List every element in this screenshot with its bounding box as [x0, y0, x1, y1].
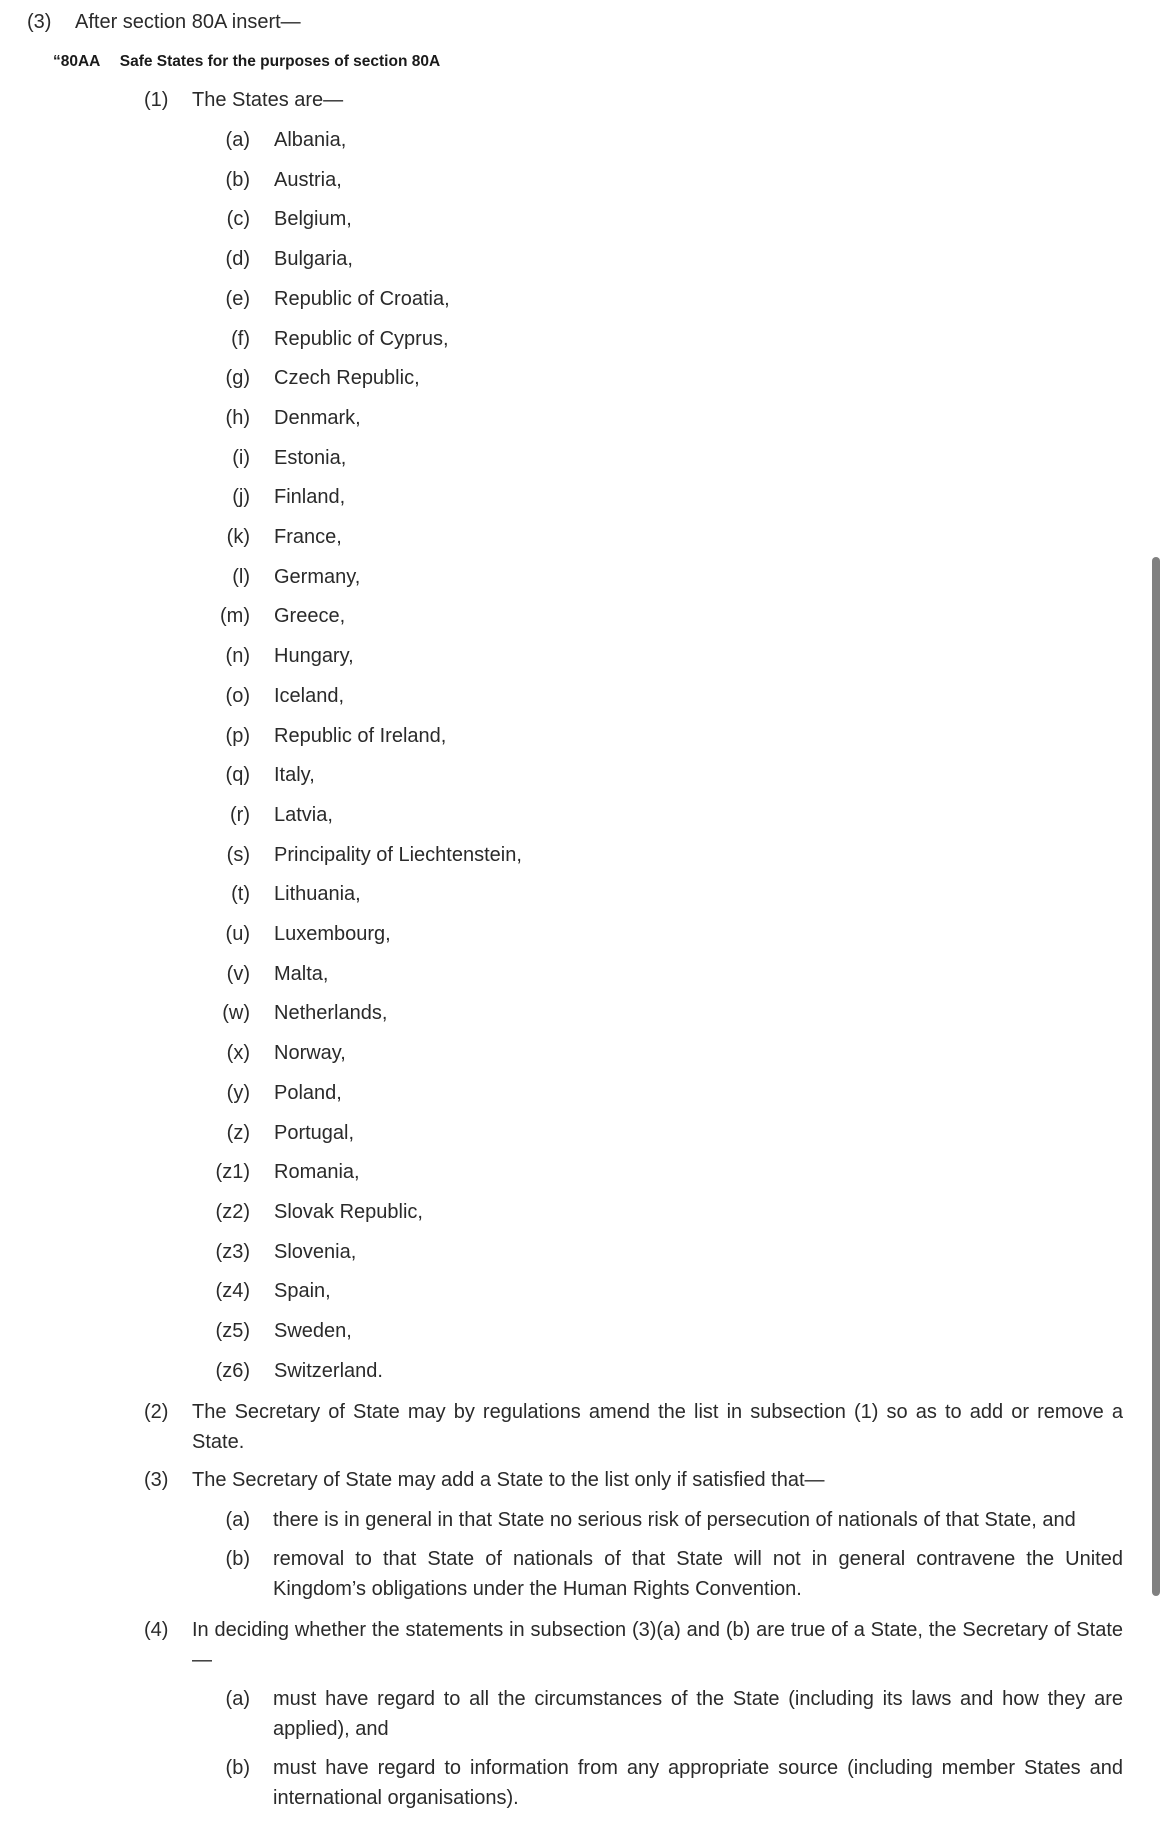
state-name: Czech Republic,: [274, 367, 420, 389]
state-list-item: [190, 403, 690, 433]
subsection-3-item-a: [190, 1505, 1123, 1535]
subsection-4: [144, 1615, 1123, 1675]
subsection-1-number: (1): [144, 89, 169, 111]
state-name: Poland,: [274, 1082, 342, 1104]
state-list-item: [190, 840, 690, 870]
subsection-4-item-b-text: must have regard to information from any appropriate source (including member States and international organisations).: [273, 1757, 1123, 1809]
state-list-item-label: (m): [220, 605, 250, 627]
subsection-1-text: The States are—: [192, 89, 344, 111]
state-name: Albania,: [274, 129, 347, 151]
state-name: Slovenia,: [274, 1241, 357, 1263]
subsection-3-text: The Secretary of State may add a State to the list only if satisfied that—: [192, 1469, 825, 1491]
state-list-item: [190, 1038, 690, 1068]
state-name: Republic of Ireland,: [274, 725, 447, 747]
state-name: Malta,: [274, 963, 329, 985]
section-title: Safe States for the purposes of section 80A: [119, 53, 441, 70]
state-list-item: [190, 284, 690, 314]
state-name: Republic of Croatia,: [274, 288, 450, 310]
vertical-scrollbar-thumb[interactable]: [1152, 557, 1160, 1596]
state-name: Austria,: [274, 169, 342, 191]
state-list-item: [190, 760, 690, 790]
state-name: Luxembourg,: [274, 923, 391, 945]
state-list-item: [190, 562, 690, 592]
subsection-2-text: The Secretary of State may by regulations amend the list in subsection (1) so as to add or remove a State.: [192, 1401, 1123, 1453]
state-name: Romania,: [274, 1161, 360, 1183]
subsection-3-number: (3): [144, 1469, 169, 1491]
state-name: Denmark,: [274, 407, 361, 429]
state-name: Finland,: [274, 486, 346, 508]
state-list-item-label: (z): [226, 1122, 250, 1144]
state-list-item-label: (z3): [215, 1241, 250, 1263]
state-list-item: [190, 324, 690, 354]
state-list-item-label: (d): [225, 248, 250, 270]
state-list-item: [190, 721, 690, 751]
state-list-item: [190, 244, 690, 274]
state-name: Greece,: [274, 605, 346, 627]
state-list-item-label: (b): [225, 169, 250, 191]
state-list-item-label: (g): [225, 367, 250, 389]
state-list-item: [190, 1237, 690, 1267]
state-list-item-label: (z2): [215, 1201, 250, 1223]
state-name: Portugal,: [274, 1122, 355, 1144]
state-name: Latvia,: [274, 804, 333, 826]
state-list-item: [190, 998, 690, 1028]
state-name: Norway,: [274, 1042, 346, 1064]
state-list-item: [190, 1316, 690, 1346]
state-name: Iceland,: [274, 685, 345, 707]
subsection-3-item-a-text: there is in general in that State no serious risk of persecution of nationals of that State, and: [273, 1509, 1076, 1531]
state-list-item: [190, 204, 690, 234]
state-name: Republic of Cyprus,: [274, 328, 449, 350]
state-list-item-label: (k): [226, 526, 250, 548]
state-list-item-label: (n): [225, 645, 250, 667]
state-name: Belgium,: [274, 208, 352, 230]
subsection-3-item-b-label: (b): [225, 1548, 250, 1570]
subsection-2-number: (2): [144, 1401, 169, 1423]
state-list-item-label: (u): [225, 923, 250, 945]
subsection-4-dash: —: [192, 1649, 212, 1671]
state-list-item: [190, 1276, 690, 1306]
state-list-item: [190, 1157, 690, 1187]
state-name: Germany,: [274, 566, 361, 588]
state-list-item-label: (j): [232, 486, 250, 508]
state-list-item-label: (l): [232, 566, 250, 588]
state-list-item-label: (z1): [215, 1161, 250, 1183]
state-list-item: [190, 1197, 690, 1227]
state-list-item: [190, 879, 690, 909]
state-list-item-label: (p): [225, 725, 250, 747]
subsection-4-item-b-label: (b): [225, 1757, 250, 1779]
subsection-2: [144, 1397, 1123, 1457]
state-name: Bulgaria,: [274, 248, 353, 270]
state-list-item: [190, 1078, 690, 1108]
state-list-item-label: (w): [222, 1002, 250, 1024]
state-name: Principality of Liechtenstein,: [274, 844, 522, 866]
section-number: 80AA: [60, 53, 101, 70]
state-list-item-label: (f): [231, 328, 250, 350]
subsection-3-item-b: [190, 1544, 1123, 1604]
subsection-4-item-a-label: (a): [225, 1688, 250, 1710]
state-list-item: [190, 919, 690, 949]
subsection-3-item-a-label: (a): [225, 1509, 250, 1531]
section-heading: [53, 51, 440, 73]
state-name: Estonia,: [274, 447, 347, 469]
state-list-item-label: (h): [225, 407, 250, 429]
amendment-number: (3): [27, 11, 52, 33]
state-list-item-label: (y): [226, 1082, 250, 1104]
state-name: Slovak Republic,: [274, 1201, 423, 1223]
state-list-item: [190, 1356, 690, 1386]
state-list-item: [190, 443, 690, 473]
state-list-item: [190, 959, 690, 989]
state-name: Italy,: [274, 764, 315, 786]
state-name: France,: [274, 526, 342, 548]
subsection-4-item-a-text: must have regard to all the circumstances of the State (including its laws and how they are applied), and: [273, 1688, 1123, 1740]
subsection-4-item-a: [190, 1684, 1123, 1744]
subsection-4-item-b: [190, 1753, 1123, 1813]
subsection-4-text: In deciding whether the statements in subsection (3)(a) and (b) are true of a State, the Secretary of State: [192, 1619, 1123, 1641]
state-list-item-label: (e): [225, 288, 250, 310]
state-list-item: [190, 601, 690, 631]
state-list-item: [190, 681, 690, 711]
state-list-item: [190, 482, 690, 512]
state-list-item: [190, 800, 690, 830]
state-list-item-label: (x): [226, 1042, 250, 1064]
state-list-item-label: (z6): [215, 1360, 250, 1382]
state-name: Spain,: [274, 1280, 331, 1302]
opening-quote: “: [53, 53, 61, 70]
state-list-item-label: (z5): [215, 1320, 250, 1342]
state-list-item: [190, 641, 690, 671]
state-list-item: [190, 363, 690, 393]
state-list-item-label: (a): [225, 129, 250, 151]
state-list-item-label: (s): [226, 844, 250, 866]
state-name: Netherlands,: [274, 1002, 388, 1024]
state-list-item-label: (t): [231, 883, 250, 905]
amendment-text: After section 80A insert—: [75, 11, 301, 33]
state-list-item: [190, 165, 690, 195]
state-list-item: [190, 125, 690, 155]
state-list-item-label: (r): [230, 804, 250, 826]
state-list-item: [190, 1118, 690, 1148]
state-list-item-label: (v): [226, 963, 250, 985]
state-name: Sweden,: [274, 1320, 352, 1342]
state-list-item-label: (q): [225, 764, 250, 786]
state-list-item-label: (z4): [215, 1280, 250, 1302]
state-name: Hungary,: [274, 645, 354, 667]
subsection-4-number: (4): [144, 1619, 169, 1641]
subsection-3-item-b-text: removal to that State of nationals of that State will not in general contravene the United Kingdom’s obligations under the Human Rights Convention.: [273, 1548, 1123, 1600]
state-list-item-label: (i): [232, 447, 250, 469]
state-list-item-label: (o): [225, 685, 250, 707]
state-list-item: [190, 522, 690, 552]
state-name: Switzerland.: [274, 1360, 383, 1382]
state-name: Lithuania,: [274, 883, 361, 905]
state-list-item-label: (c): [226, 208, 250, 230]
